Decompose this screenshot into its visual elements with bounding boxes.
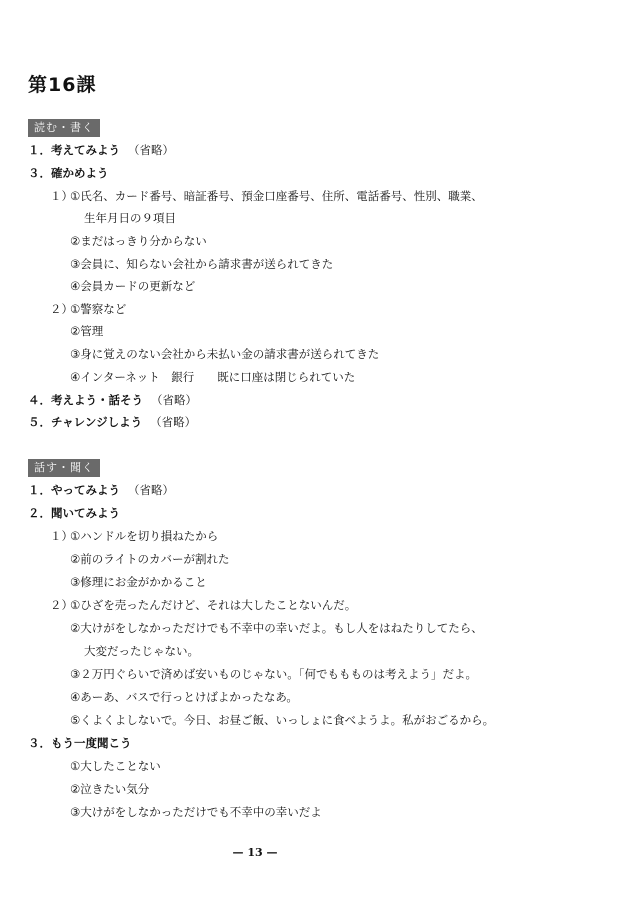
page-number: — 13 — bbox=[232, 846, 278, 859]
item-label: やってみよう bbox=[51, 483, 120, 497]
answer-line: ①氏名、カード番号、暗証番号、預金口座番号、住所、電話番号、性別、職業、 bbox=[70, 189, 483, 203]
item-number: ５． bbox=[28, 415, 51, 429]
answer-line: ②まだはっきり分からない bbox=[70, 234, 207, 248]
answer-line: ③２万円ぐらいで済めば安いものじゃない。「何でももものは考えよう」だよ。 bbox=[70, 667, 478, 681]
sub-label-2: ２） bbox=[50, 598, 73, 612]
answer-line: ②前のライトのカバーが割れた bbox=[70, 552, 230, 566]
item-number: ４． bbox=[28, 393, 51, 407]
item-note: （省略） bbox=[150, 415, 197, 429]
answer-line: ①ハンドルを切り損ねたから bbox=[70, 529, 219, 543]
sub-label-1: １） bbox=[50, 189, 73, 203]
item-number: ３． bbox=[28, 736, 51, 750]
item-2 bbox=[28, 505, 120, 521]
item-number: ３． bbox=[28, 166, 51, 180]
answer-line: ③大けがをしなかっただけでも不幸中の幸いだよ bbox=[70, 805, 322, 819]
item-label: 考えよう・話そう bbox=[51, 393, 143, 407]
section-tab-reading-writing: 読む・書く bbox=[28, 119, 100, 137]
item-note: （省略） bbox=[151, 393, 197, 407]
answer-line: ②大けがをしなかっただけでも不幸中の幸いだよ。もし人をはねたりしてたら、 bbox=[70, 621, 483, 635]
answer-line: ①ひざを売ったんだけど、それは大したことないんだ。 bbox=[70, 598, 357, 612]
answer-line: ④あーあ、バスで行っとけばよかったなあ。 bbox=[70, 690, 298, 704]
item-3 bbox=[28, 165, 109, 181]
item-1 bbox=[28, 482, 174, 498]
item-number: １． bbox=[28, 143, 51, 157]
item-label: チャレンジしよう bbox=[51, 415, 143, 429]
answer-line: ②管理 bbox=[70, 324, 104, 338]
answer-line: ⑤くよくよしないで。今日、お昼ご飯、いっしょに食べようよ。私がおごるから。 bbox=[70, 713, 495, 727]
item-label: 確かめよう bbox=[51, 166, 109, 180]
answer-line: 大変だったじゃない。 bbox=[84, 644, 199, 658]
sub-label-1: １） bbox=[50, 529, 73, 543]
item-label: 聞いてみよう bbox=[51, 506, 120, 520]
section-tab-speaking-listening: 話す・聞く bbox=[28, 459, 100, 477]
answer-line: ④インターネット 銀行 既に口座は閉じられていた bbox=[70, 370, 356, 384]
answer-line: ③会員に、知らない会社から請求書が送られてきた bbox=[70, 257, 334, 271]
answer-line: 生年月日の９項目 bbox=[84, 211, 176, 225]
answer-line: ③身に覚えのない会社から未払い金の請求書が送られてきた bbox=[70, 347, 380, 361]
item-label: もう一度聞こう bbox=[51, 736, 132, 750]
item-number: ２． bbox=[28, 506, 51, 520]
answer-line: ④会員カードの更新など bbox=[70, 279, 196, 293]
answer-line: ③修理にお金がかかること bbox=[70, 575, 207, 589]
item-note: （省略） bbox=[128, 143, 174, 157]
sub-label-2: ２） bbox=[50, 302, 73, 316]
item-4 bbox=[28, 392, 197, 408]
item-3 bbox=[28, 735, 132, 751]
item-5 bbox=[28, 414, 196, 430]
item-1 bbox=[28, 142, 174, 158]
item-number: １． bbox=[28, 483, 51, 497]
answer-line: ①警察など bbox=[70, 302, 127, 316]
lesson-title: 第16課 bbox=[28, 74, 97, 96]
answer-line: ②泣きたい気分 bbox=[70, 782, 150, 796]
item-note: （省略） bbox=[128, 483, 174, 497]
answer-line: ①大したことない bbox=[70, 759, 161, 773]
item-label: 考えてみよう bbox=[51, 143, 120, 157]
